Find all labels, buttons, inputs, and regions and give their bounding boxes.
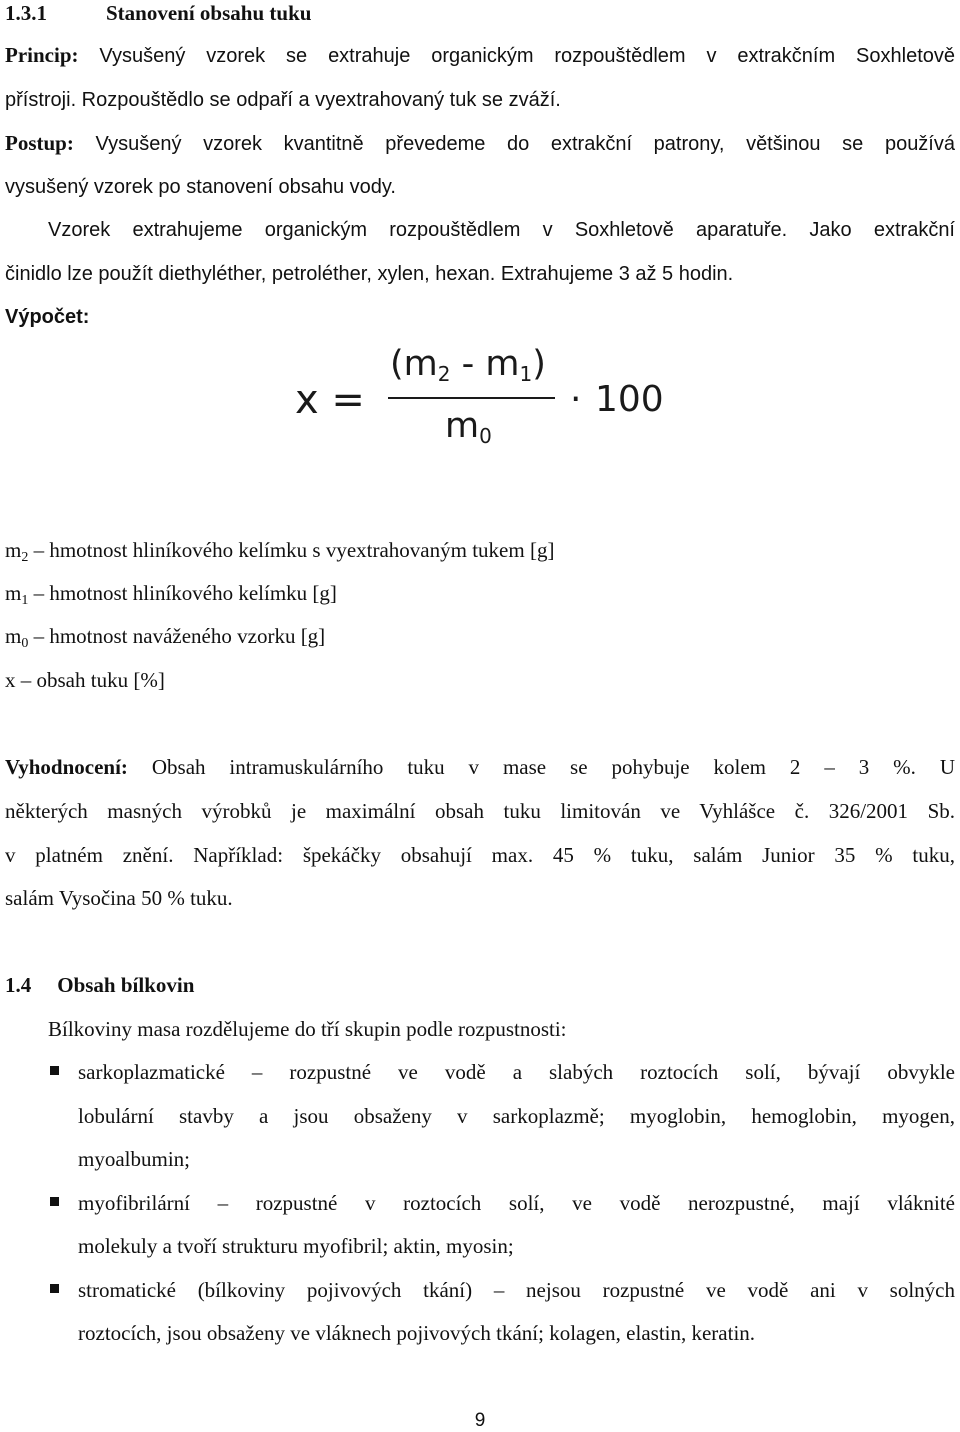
legend-item-x: x – obsah tuku [%] — [5, 668, 165, 692]
list-item-2-line-1: myofibrilární – rozpustné v roztocích solí, ve vodě nerozpustné, mají vláknité — [78, 1191, 955, 1215]
fraction-bar — [388, 397, 555, 399]
page-number: 9 — [474, 1410, 486, 1431]
section-title: Stanovení obsahu tuku — [106, 1, 312, 25]
list-item-3-line-2: roztocích, jsou obsaženy ve vláknech pojivových tkání; kolagen, elastin, keratin. — [78, 1321, 756, 1345]
fat-content-formula — [295, 340, 675, 450]
vyhodnoceni-line-1: Vyhodnocení: Obsah intramuskulárního tuku v mase se pohybuje kolem 2 – 3 %. U — [5, 755, 955, 779]
bullet-icon — [50, 1066, 59, 1075]
proteins-intro: Bílkoviny masa rozdělujeme do tří skupin podle rozpustnosti: — [48, 1017, 567, 1041]
bullet-icon — [50, 1284, 59, 1293]
vypocet-label: Výpočet: — [5, 306, 90, 328]
list-item-1-line-2: lobulární stavby a jsou obsaženy v sarkoplazmě; myoglobin, hemoglobin, myogen, — [78, 1104, 955, 1128]
vyhodnoceni-label: Vyhodnocení: — [5, 755, 128, 779]
list-item-1-line-3: myoalbumin; — [78, 1147, 190, 1171]
princip-line-1 — [5, 42, 955, 69]
legend-item-m2: $m_2$ – hmotnost hliníkového kelímku s vyextrahovaným tukem [g] — [5, 538, 555, 565]
formula-numerator: $(m_2 - m_1)$ — [390, 344, 546, 386]
postup-text-1: Vysušený vzorek kvantitně převedeme do extrakční patrony, většinou se používá — [73, 133, 955, 155]
vyhodnoceni-line-2: některých masných výrobků je maximální obsah tuku limitován ve Vyhlášce č. 326/2001 Sb. — [5, 799, 955, 823]
section-heading — [5, 0, 311, 26]
formula-lhs: x = — [295, 377, 365, 423]
list-item-2-line-2: molekuly a tvoří strukturu myofibril; aktin, myosin; — [78, 1234, 514, 1258]
vyhodnoceni-line-4: salám Vysočina 50 % tuku. — [5, 886, 233, 910]
paragraph-2-line-2: činidlo lze použít diethyléther, petroléther, xylen, hexan. Extrahujeme 3 až 5 hodin. — [5, 263, 734, 285]
postup-label: Postup: — [5, 131, 74, 155]
section-number: 1.3.1 — [5, 1, 47, 25]
paragraph-2-line-1: Vzorek extrahujeme organickým rozpouštědlem v Soxhletově aparatuře. Jako extrakční — [48, 219, 955, 241]
princip-text-1: Vysušený vzorek se extrahuje organickým rozpouštědlem v extrakčním Soxhletově — [78, 45, 955, 67]
postup-line-2: vysušený vzorek po stanovení obsahu vody. — [5, 176, 396, 198]
section-heading-14 — [5, 972, 194, 998]
list-item-1-line-1: sarkoplazmatické – rozpustné ve vodě a slabých roztocích solí, bývají obvykle — [78, 1060, 955, 1084]
legend-item-m0: $m_0$ – hmotnost naváženého vzorku [g] — [5, 624, 326, 651]
postup-line-1 — [5, 130, 955, 157]
vyhodnoceni-line-3: v platném znění. Například: špekáčky obsahují max. 45 % tuku, salám Junior 35 % tuku, — [5, 843, 955, 867]
section-title: Obsah bílkovin — [57, 973, 195, 997]
section-number: 1.4 — [5, 973, 32, 997]
princip-line-2: přístroji. Rozpouštědlo se odpaří a vyextrahovaný tuk se zváží. — [5, 89, 561, 111]
formula-factor: 100 — [595, 379, 664, 420]
legend-item-m1: $m_1$ – hmotnost hliníkového kelímku [g] — [5, 581, 337, 608]
formula-denominator: $m_0$ — [445, 406, 492, 448]
list-item-3-line-1: stromatické (bílkoviny pojivových tkání) – nejsou rozpustné ve vodě ani v solných — [78, 1278, 955, 1302]
princip-label: Princip: — [5, 43, 79, 67]
multiply-dot: · — [570, 379, 582, 420]
bullet-icon — [50, 1197, 59, 1206]
